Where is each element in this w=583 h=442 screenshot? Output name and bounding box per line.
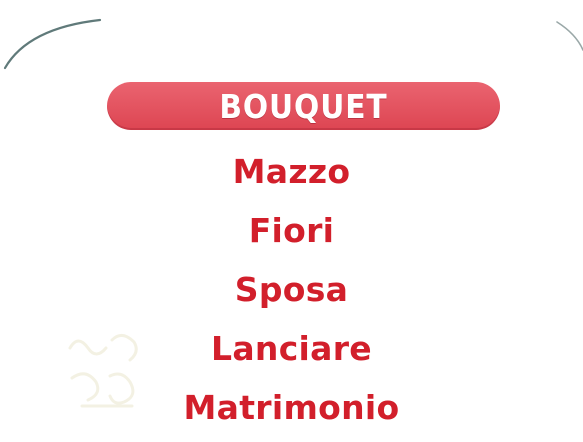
guess-word: BOUQUET xyxy=(219,86,388,126)
taboo-word-list xyxy=(0,147,583,442)
taboo-word: Matrimonio xyxy=(183,388,400,427)
taboo-word: Fiori xyxy=(248,211,335,250)
taboo-word: Mazzo xyxy=(232,152,351,191)
header-banner xyxy=(107,82,500,130)
taboo-word: Sposa xyxy=(234,270,349,309)
taboo-word: Lanciare xyxy=(211,329,372,368)
